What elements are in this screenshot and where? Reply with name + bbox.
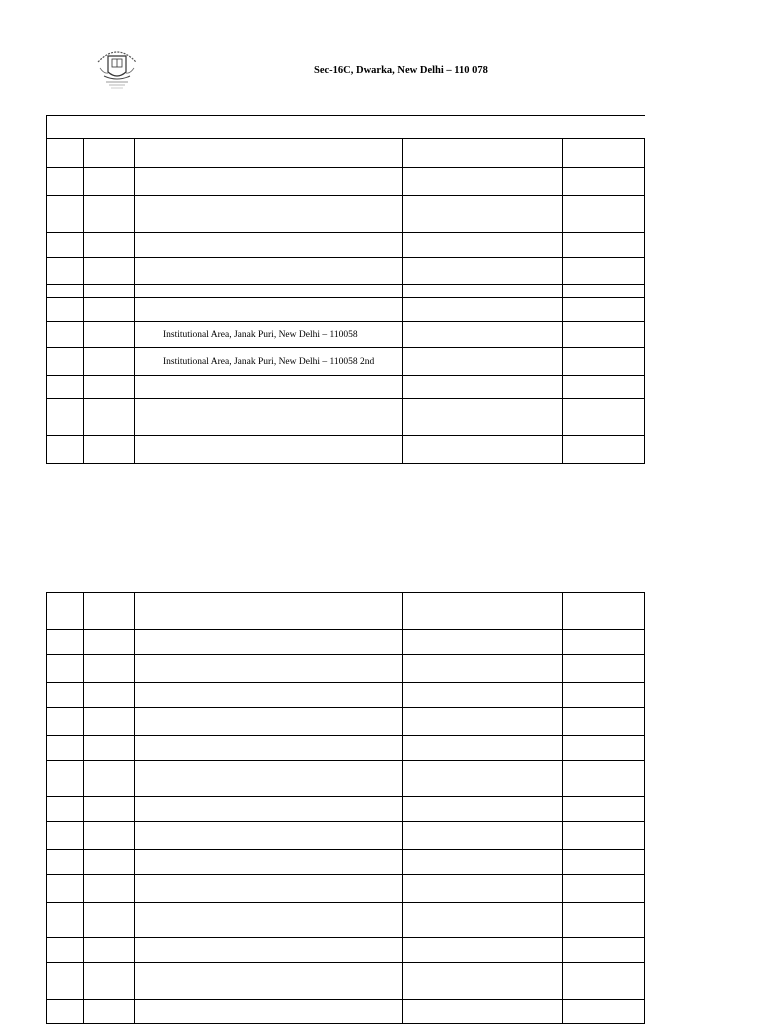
table-row	[47, 593, 645, 630]
table-cell-code	[84, 322, 135, 348]
table-cell-sno	[47, 168, 84, 196]
table-cell-col5	[563, 258, 645, 285]
table-cell-col4	[403, 822, 563, 850]
table-cell-desc	[135, 168, 403, 196]
table-cell-desc	[135, 196, 403, 233]
table-cell-col4	[403, 630, 563, 655]
table-cell-sno	[47, 630, 84, 655]
table-row	[47, 399, 645, 436]
table-cell-col4	[403, 963, 563, 1000]
table-cell-desc	[135, 233, 403, 258]
table-cell-col4	[403, 1000, 563, 1024]
table-row	[47, 322, 645, 348]
table-cell-code	[84, 875, 135, 903]
table-cell-sno	[47, 258, 84, 285]
table-row	[47, 850, 645, 875]
table-cell-col4	[403, 850, 563, 875]
table-cell-desc	[135, 761, 403, 797]
table-cell-col4	[403, 196, 563, 233]
cell-text: Institutional Area, Janak Puri, New Delhi – 110058 2nd	[163, 356, 375, 367]
table-cell-code	[84, 822, 135, 850]
table-cell-col4	[403, 399, 563, 436]
table-cell-sno	[47, 196, 84, 233]
table-cell-code	[84, 963, 135, 1000]
table-cell-sno	[47, 298, 84, 322]
table-row	[47, 963, 645, 1000]
table-cell-desc	[135, 298, 403, 322]
table-cell-col5	[563, 903, 645, 938]
table-cell-code	[84, 258, 135, 285]
table-cell-code	[84, 376, 135, 399]
table-cell-code	[84, 196, 135, 233]
table-row	[47, 139, 645, 168]
table-title-cell	[47, 116, 645, 139]
table-cell-col5	[563, 938, 645, 963]
table-cell-desc	[135, 139, 403, 168]
table-cell-desc	[135, 736, 403, 761]
table-cell-col4	[403, 436, 563, 464]
table-cell-col5	[563, 822, 645, 850]
table-cell-col5	[563, 736, 645, 761]
table-cell-col5	[563, 797, 645, 822]
table-1	[46, 115, 645, 464]
table-cell-col5	[563, 348, 645, 376]
table-cell-col5	[563, 285, 645, 298]
table-cell-col4	[403, 761, 563, 797]
table-cell-sno	[47, 1000, 84, 1024]
table-cell-col4	[403, 797, 563, 822]
table-cell-sno	[47, 708, 84, 736]
table-cell-desc	[135, 963, 403, 1000]
table-row	[47, 683, 645, 708]
table-cell-desc	[135, 1000, 403, 1024]
table-cell-code	[84, 761, 135, 797]
table-cell-col4	[403, 139, 563, 168]
address-heading: Sec-16C, Dwarka, New Delhi – 110 078	[314, 65, 488, 76]
table-cell-desc	[135, 348, 403, 376]
table-row	[47, 822, 645, 850]
table-cell-desc	[135, 903, 403, 938]
table-cell-col4	[403, 903, 563, 938]
table-cell-col5	[563, 399, 645, 436]
table-cell-code	[84, 285, 135, 298]
table-cell-col5	[563, 168, 645, 196]
table-cell-sno	[47, 233, 84, 258]
table-row	[47, 797, 645, 822]
table-row	[47, 736, 645, 761]
table-row	[47, 233, 645, 258]
table-cell-code	[84, 399, 135, 436]
table-cell-sno	[47, 139, 84, 168]
table-cell-col5	[563, 436, 645, 464]
table-cell-code	[84, 938, 135, 963]
table-row	[47, 655, 645, 683]
table-cell-col5	[563, 233, 645, 258]
cell-text: Institutional Area, Janak Puri, New Delhi – 110058	[163, 329, 358, 340]
table-cell-sno	[47, 593, 84, 630]
table-2	[46, 592, 645, 1024]
table-title-row	[47, 116, 645, 139]
table-cell-desc	[135, 655, 403, 683]
table-cell-desc	[135, 683, 403, 708]
table-cell-col4	[403, 233, 563, 258]
table-cell-desc	[135, 938, 403, 963]
table-cell-code	[84, 298, 135, 322]
table-cell-col5	[563, 875, 645, 903]
table-cell-sno	[47, 875, 84, 903]
table-cell-desc	[135, 593, 403, 630]
table-row	[47, 708, 645, 736]
table-row	[47, 436, 645, 464]
table-cell-col4	[403, 285, 563, 298]
table-cell-code	[84, 797, 135, 822]
table-cell-code	[84, 630, 135, 655]
table-cell-col4	[403, 298, 563, 322]
table-cell-col5	[563, 708, 645, 736]
table-cell-col5	[563, 139, 645, 168]
table-cell-sno	[47, 285, 84, 298]
table-cell-desc	[135, 258, 403, 285]
table-cell-sno	[47, 322, 84, 348]
table-row	[47, 298, 645, 322]
table-cell-code	[84, 708, 135, 736]
table-row	[47, 1000, 645, 1024]
table-row	[47, 630, 645, 655]
table-row	[47, 348, 645, 376]
table-cell-col4	[403, 938, 563, 963]
table-cell-code	[84, 736, 135, 761]
table-row	[47, 875, 645, 903]
table-cell-sno	[47, 655, 84, 683]
table-cell-code	[84, 850, 135, 875]
table-cell-col4	[403, 708, 563, 736]
table-cell-desc	[135, 285, 403, 298]
table-cell-sno	[47, 938, 84, 963]
table-cell-desc	[135, 630, 403, 655]
table-cell-col4	[403, 258, 563, 285]
table-cell-col4	[403, 683, 563, 708]
table-cell-sno	[47, 963, 84, 1000]
table-cell-desc	[135, 708, 403, 736]
university-crest-icon	[92, 44, 142, 90]
table-row	[47, 285, 645, 298]
table-cell-sno	[47, 348, 84, 376]
table-cell-sno	[47, 761, 84, 797]
table-cell-col5	[563, 376, 645, 399]
table-cell-col5	[563, 963, 645, 1000]
table-cell-code	[84, 139, 135, 168]
table-cell-code	[84, 436, 135, 464]
table-cell-desc	[135, 399, 403, 436]
table-cell-sno	[47, 822, 84, 850]
table-cell-code	[84, 683, 135, 708]
table-cell-sno	[47, 903, 84, 938]
table-cell-code	[84, 168, 135, 196]
table-cell-sno	[47, 797, 84, 822]
table-cell-col5	[563, 683, 645, 708]
table-cell-col5	[563, 655, 645, 683]
table-cell-col4	[403, 322, 563, 348]
table-cell-desc	[135, 850, 403, 875]
table-cell-col5	[563, 322, 645, 348]
table-cell-col5	[563, 298, 645, 322]
table-row	[47, 761, 645, 797]
table-row	[47, 938, 645, 963]
table-cell-col4	[403, 168, 563, 196]
table-cell-col4	[403, 655, 563, 683]
table-cell-col4	[403, 875, 563, 903]
table-cell-desc	[135, 797, 403, 822]
table-cell-code	[84, 348, 135, 376]
table-cell-code	[84, 655, 135, 683]
table-cell-code	[84, 1000, 135, 1024]
table-cell-col5	[563, 630, 645, 655]
table-cell-desc	[135, 875, 403, 903]
table-cell-sno	[47, 399, 84, 436]
table-cell-sno	[47, 736, 84, 761]
table-cell-desc	[135, 822, 403, 850]
table-cell-sno	[47, 850, 84, 875]
table-cell-code	[84, 593, 135, 630]
table-cell-code	[84, 903, 135, 938]
table-cell-col5	[563, 761, 645, 797]
table-cell-col4	[403, 593, 563, 630]
table-cell-col5	[563, 1000, 645, 1024]
table-cell-col5	[563, 850, 645, 875]
table-cell-sno	[47, 436, 84, 464]
table-cell-col4	[403, 376, 563, 399]
table-cell-code	[84, 233, 135, 258]
table-cell-col4	[403, 348, 563, 376]
table-cell-sno	[47, 683, 84, 708]
table-cell-col4	[403, 736, 563, 761]
table-cell-col5	[563, 593, 645, 630]
table-cell-col5	[563, 196, 645, 233]
table-cell-desc	[135, 322, 403, 348]
table-row	[47, 196, 645, 233]
table-row	[47, 168, 645, 196]
table-cell-desc	[135, 376, 403, 399]
table-row	[47, 903, 645, 938]
table-row	[47, 258, 645, 285]
table-row	[47, 376, 645, 399]
table-cell-desc	[135, 436, 403, 464]
table-cell-sno	[47, 376, 84, 399]
